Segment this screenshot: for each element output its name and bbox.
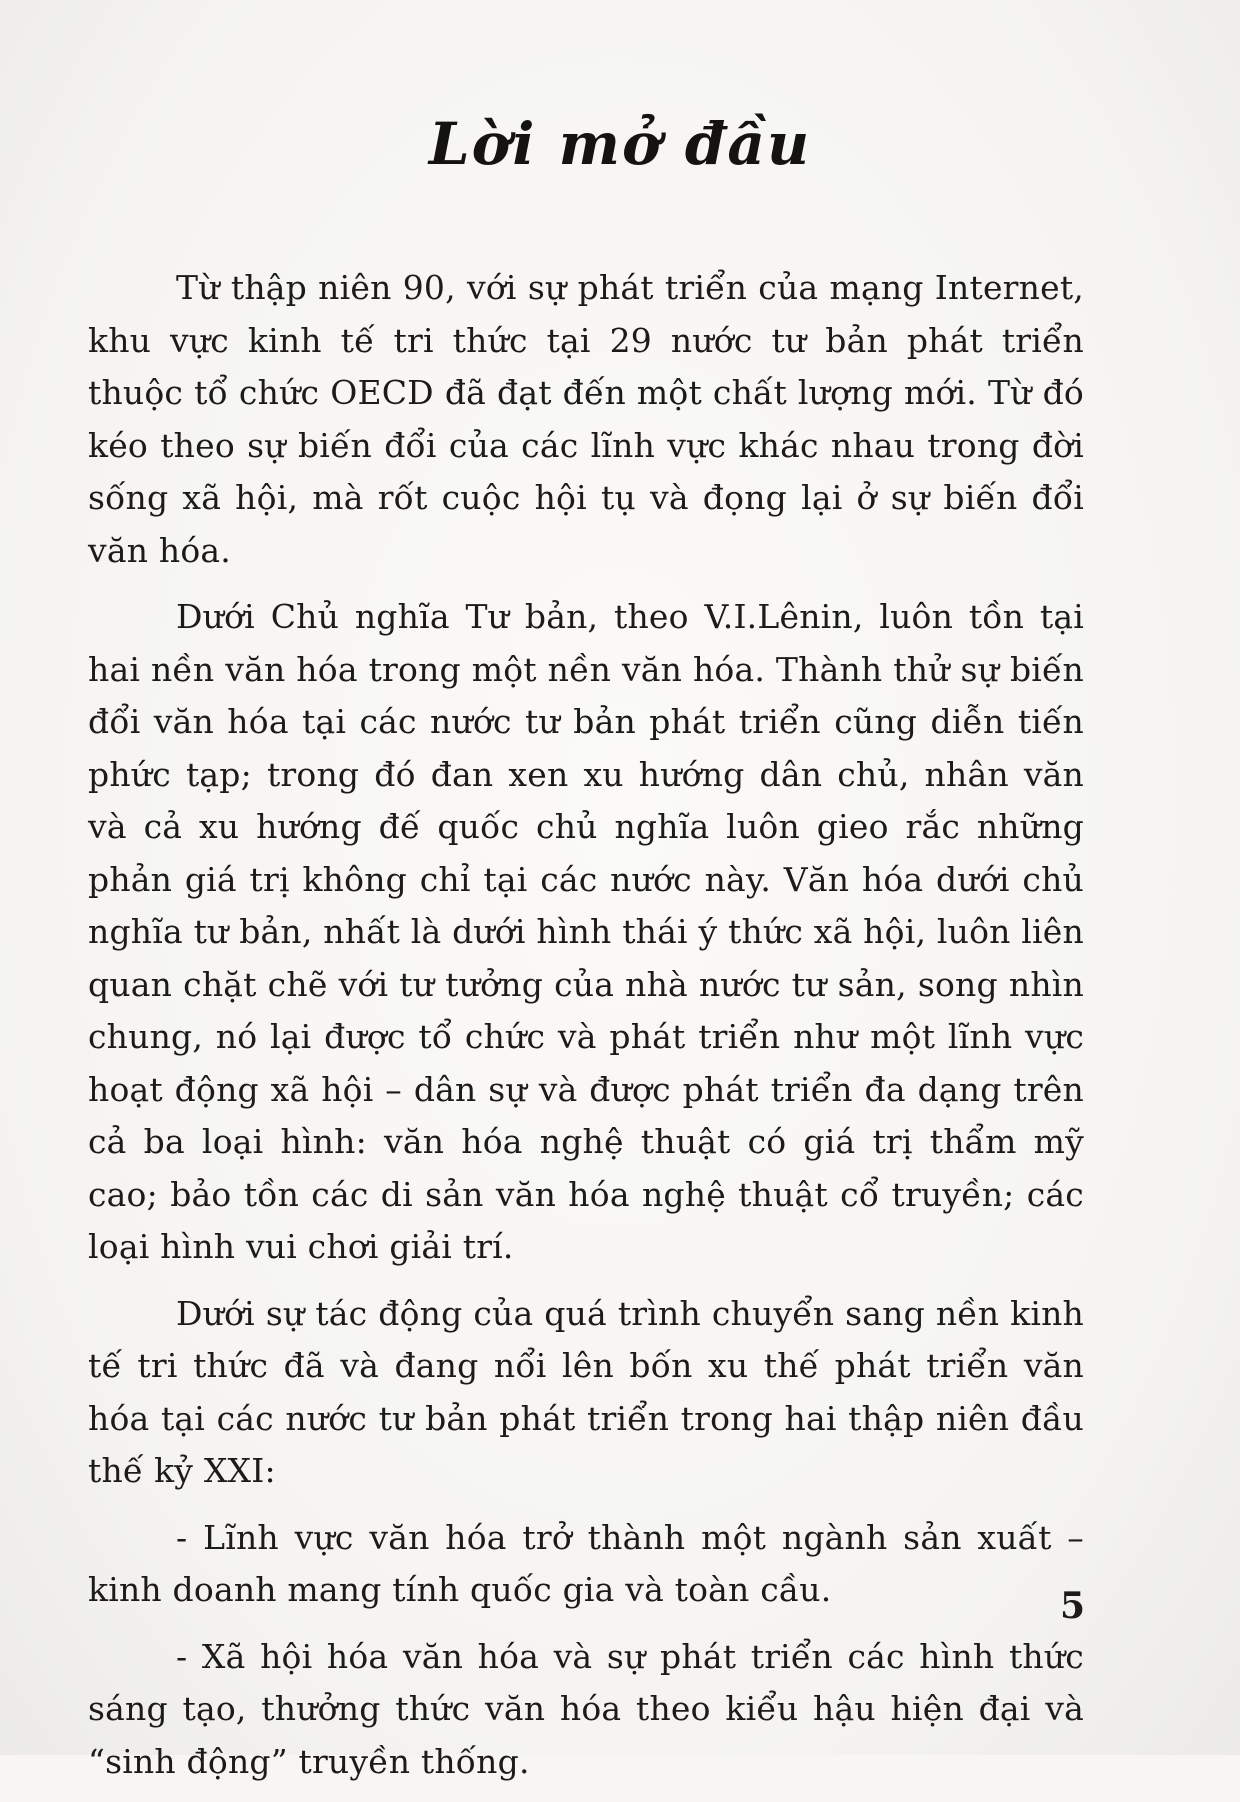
paragraph-2: Dưới Chủ nghĩa Tư bản, theo V.I.Lênin, luôn tồn tại hai nền văn hóa trong một nền văn hóa. Thành thử sự biến đổi văn hóa tại các nước tư bản phát triển cũng diễn tiến phức tạp; trong đó đan xen xu hướng dân chủ, nhân văn và cả xu hướng đế quốc chủ nghĩa luôn gieo rắc những phản giá trị không chỉ tại các nước này. Văn hóa dưới chủ nghĩa tư bản, nhất là dưới hình thái ý thức xã hội, luôn liên quan chặt chẽ với tư tưởng của nhà nước tư sản, song nhìn chung, nó lại được tổ chức và phát triển như một lĩnh vực hoạt động xã hội – dân sự và được phát triển đa dạng trên cả ba loại hình: văn hóa nghệ thuật có giá trị thẩm mỹ cao; bảo tồn các di sản văn hóa nghệ thuật cổ truyền; các loại hình vui chơi giải trí. — [88, 597, 1084, 1266]
page-number: 5 — [1060, 1585, 1086, 1627]
body-text — [88, 262, 1084, 1802]
bullet-item-1: - Lĩnh vực văn hóa trở thành một ngành sản xuất – kinh doanh mang tính quốc gia và toàn cầu. — [88, 1517, 1084, 1609]
bullet-item-2: - Xã hội hóa văn hóa và sự phát triển các hình thức sáng tạo, thưởng thức văn hóa theo kiểu hậu hiện đại và “sinh động” truyền thống. — [88, 1636, 1084, 1781]
page-title: Lời mở đầu — [428, 110, 812, 178]
paragraph-1: Từ thập niên 90, với sự phát triển của mạng Internet, khu vực kinh tế tri thức tại 29 nước tư bản phát triển thuộc tổ chức OECD đã đạt đến một chất lượng mới. Từ đó kéo theo sự biến đổi của các lĩnh vực khác nhau trong đời sống xã hội, mà rốt cuộc hội tụ và đọng lại ở sự biến đổi văn hóa. — [88, 268, 1084, 570]
paragraph-3: Dưới sự tác động của quá trình chuyển sang nền kinh tế tri thức đã và đang nổi lên bốn xu thế phát triển văn hóa tại các nước tư bản phát triển trong hai thập niên đầu thế kỷ XXI: — [88, 1293, 1084, 1490]
